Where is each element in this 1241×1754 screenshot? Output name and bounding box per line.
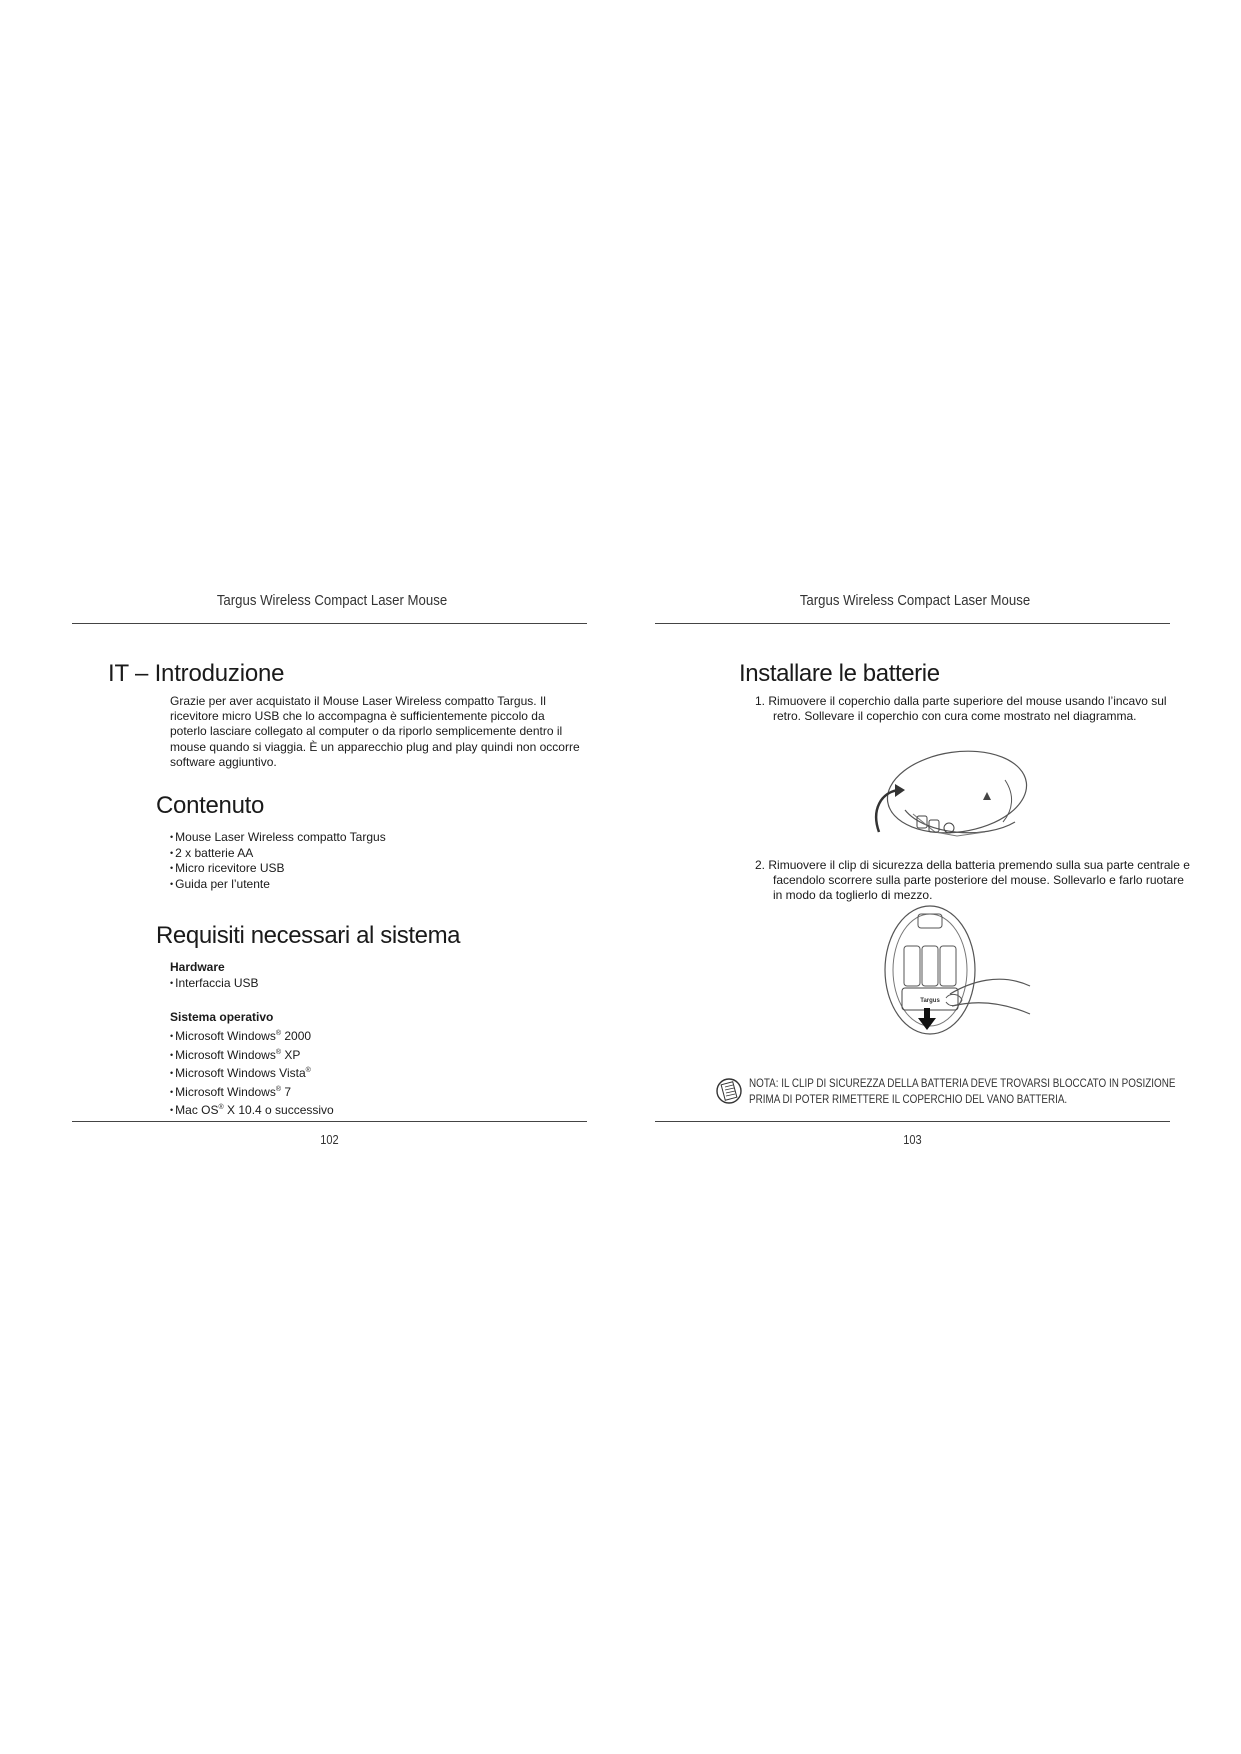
header-rule bbox=[72, 623, 587, 624]
battery-heading: Installare le batterie bbox=[739, 660, 940, 687]
step-text: Rimuovere il clip di sicurezza della batteria premendo sulla sua parte centrale e facendolo scorrere sulla parte posteriore del mouse. Sollevarlo e farlo ruotare in modo da toglierlo di mezzo. bbox=[768, 858, 1190, 903]
list-item: • Microsoft Windows® 7 bbox=[170, 1082, 334, 1101]
header-rule bbox=[655, 623, 1170, 624]
step-number: 2. bbox=[755, 858, 766, 872]
step-2 bbox=[755, 858, 1193, 904]
list-item: • Guida per l’utente bbox=[170, 877, 386, 893]
contents-list bbox=[170, 830, 386, 892]
hardware-list bbox=[170, 976, 259, 992]
brand-label: Targus bbox=[920, 998, 940, 1004]
footer-rule bbox=[655, 1121, 1170, 1122]
note-icon bbox=[715, 1076, 743, 1106]
list-item: • Microsoft Windows Vista® bbox=[170, 1063, 334, 1082]
list-item: • Mouse Laser Wireless compatto Targus bbox=[170, 830, 386, 846]
left-page bbox=[72, 580, 592, 1170]
intro-heading: IT – Introduzione bbox=[108, 660, 285, 687]
page-number: 102 bbox=[320, 1132, 339, 1147]
intro-paragraph: Grazie per aver acquistato il Mouse Laser Wireless compatto Targus. Il ricevitore micro USB che lo accompagna è sufficientemente piccolo da poterlo lasciare collegato al computer o da riporlo semplicemente dentro il mouse quando si viaggia. È un apparecchio plug and play quindi non occorre software aggiuntivo. bbox=[170, 694, 580, 769]
step-number: 1. bbox=[755, 694, 766, 708]
list-item: • 2 x batterie AA bbox=[170, 846, 386, 862]
list-item: • Mac OS® X 10.4 o successivo bbox=[170, 1100, 334, 1119]
list-item: • Micro ricevitore USB bbox=[170, 861, 386, 877]
os-label: Sistema operativo bbox=[170, 1010, 274, 1024]
running-header: Targus Wireless Compact Laser Mouse bbox=[799, 592, 1031, 609]
requirements-heading: Requisiti necessari al sistema bbox=[156, 922, 461, 949]
running-header: Targus Wireless Compact Laser Mouse bbox=[216, 592, 448, 609]
footer-rule bbox=[72, 1121, 587, 1122]
step-1 bbox=[755, 694, 1193, 724]
os-list bbox=[170, 1026, 334, 1119]
right-page bbox=[655, 580, 1190, 1170]
page-number: 103 bbox=[903, 1132, 922, 1147]
list-item: • Interfaccia USB bbox=[170, 976, 259, 992]
list-item: • Microsoft Windows® 2000 bbox=[170, 1026, 334, 1045]
list-item: • Microsoft Windows® XP bbox=[170, 1045, 334, 1064]
battery-clip-illustration bbox=[880, 902, 1040, 1037]
contents-heading: Contenuto bbox=[156, 792, 265, 819]
mouse-cover-illustration bbox=[865, 740, 1035, 850]
hardware-label: Hardware bbox=[170, 960, 225, 974]
note-text: NOTA: IL CLIP DI SICUREZZA DELLA BATTERIA DEVE TROVARSI BLOCCATO IN POSIZIONE PRIMA DI POTER RIMETTERE IL COPERCHIO DEL VANO BATTERIA. bbox=[749, 1078, 1176, 1106]
step-text: Rimuovere il coperchio dalla parte superiore del mouse usando l’incavo sul retro. Sollevare il coperchio con cura come mostrato nel diagramma. bbox=[768, 694, 1167, 724]
